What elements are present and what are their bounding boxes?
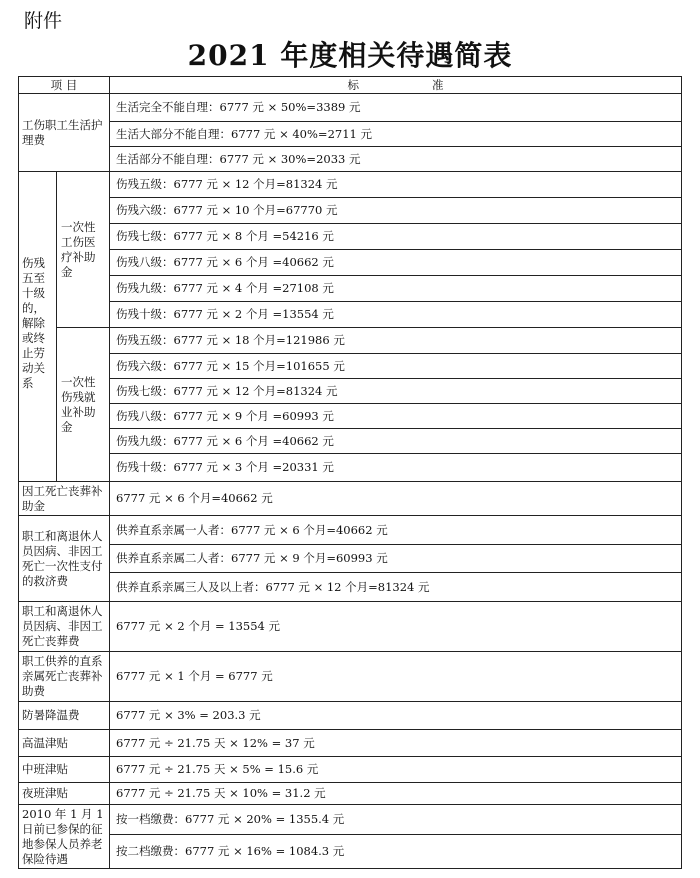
table-row	[19, 516, 682, 545]
table-row	[19, 757, 682, 783]
table-row	[19, 730, 682, 757]
medical-row: 伤残五级：6777 元 × 12 个月=81324 元	[110, 172, 682, 198]
relief-row: 供养直系亲属二人者：6777 元 × 9 个月=60993 元	[110, 545, 682, 573]
table-row	[19, 835, 682, 869]
table-row	[19, 276, 682, 302]
table-row	[19, 482, 682, 516]
table-row	[19, 404, 682, 429]
header-item: 项 目	[19, 77, 110, 94]
employment-row: 伤残八级：6777 元 × 9 个月 =60993 元	[110, 404, 682, 429]
pension-label: 2010 年 1 月 1 日前已参保的征地参保人员养老保险待遇	[19, 805, 110, 869]
heatstroke-label: 防暑降温费	[19, 702, 110, 730]
high-temp-label: 高温津贴	[19, 730, 110, 757]
table-row	[19, 94, 682, 122]
table-row	[19, 172, 682, 198]
medical-row: 伤残八级：6777 元 × 6 个月 =40662 元	[110, 250, 682, 276]
medical-row: 伤残十级：6777 元 × 2 个月 =13554 元	[110, 302, 682, 328]
mid-shift-label: 中班津贴	[19, 757, 110, 783]
non-work-funeral-value: 6777 元 × 2 个月 = 13554 元	[110, 602, 682, 652]
table-row	[19, 702, 682, 730]
pension-row: 按一档缴费：6777 元 × 20% = 1355.4 元	[110, 805, 682, 835]
dependent-funeral-value: 6777 元 × 1 个月 = 6777 元	[110, 652, 682, 702]
medical-row: 伤残六级：6777 元 × 10 个月=67770 元	[110, 198, 682, 224]
attachment-label: 附件	[24, 10, 63, 32]
table-row	[19, 250, 682, 276]
medical-row: 伤残九级：6777 元 × 4 个月 =27108 元	[110, 276, 682, 302]
employment-row: 伤残十级：6777 元 × 3 个月 =20331 元	[110, 454, 682, 482]
table-row	[19, 454, 682, 482]
table-header-row	[19, 77, 682, 94]
table-row	[19, 379, 682, 404]
table-row	[19, 302, 682, 328]
non-work-funeral-label: 职工和离退休人员因病、非因工死亡丧葬费	[19, 602, 110, 652]
table-row	[19, 328, 682, 354]
employment-subsidy-label: 一次性伤残就业补助金	[57, 328, 110, 482]
nursing-row: 生活大部分不能自理：6777 元 × 40%=2711 元	[110, 122, 682, 147]
pension-row: 按二档缴费：6777 元 × 16% = 1084.3 元	[110, 835, 682, 869]
relief-row: 供养直系亲属三人及以上者：6777 元 × 12 个月=81324 元	[110, 573, 682, 602]
relief-row: 供养直系亲属一人者：6777 元 × 6 个月=40662 元	[110, 516, 682, 545]
table-row	[19, 122, 682, 147]
table-row	[19, 602, 682, 652]
funeral-value: 6777 元 × 6 个月=40662 元	[110, 482, 682, 516]
benefits-table	[18, 76, 682, 869]
table-row	[19, 147, 682, 172]
table-row	[19, 198, 682, 224]
table-row	[19, 545, 682, 573]
funeral-label: 因工死亡丧葬补助金	[19, 482, 110, 516]
mid-shift-value: 6777 元 ÷ 21.75 天 × 5% = 15.6 元	[110, 757, 682, 783]
dependent-funeral-label: 职工供养的直系亲属死亡丧葬补助费	[19, 652, 110, 702]
header-standard: 标 准	[110, 77, 682, 94]
medical-subsidy-label: 一次性工伤医疗补助金	[57, 172, 110, 328]
employment-row: 伤残五级：6777 元 × 18 个月=121986 元	[110, 328, 682, 354]
table-row	[19, 783, 682, 805]
heatstroke-value: 6777 元 × 3% = 203.3 元	[110, 702, 682, 730]
disability-label: 伤残五至十级的，解除或终止劳动关系	[19, 172, 57, 482]
table-row	[19, 805, 682, 835]
table-row	[19, 573, 682, 602]
table-row	[19, 354, 682, 379]
employment-row: 伤残七级：6777 元 × 12 个月=81324 元	[110, 379, 682, 404]
table-row	[19, 224, 682, 250]
employment-row: 伤残六级：6777 元 × 15 个月=101655 元	[110, 354, 682, 379]
nursing-row: 生活部分不能自理：6777 元 × 30%=2033 元	[110, 147, 682, 172]
medical-row: 伤残七级：6777 元 × 8 个月 =54216 元	[110, 224, 682, 250]
high-temp-value: 6777 元 ÷ 21.75 天 × 12% = 37 元	[110, 730, 682, 757]
nursing-row: 生活完全不能自理：6777 元 × 50%=3389 元	[110, 94, 682, 122]
night-shift-label: 夜班津贴	[19, 783, 110, 805]
employment-row: 伤残九级：6777 元 × 6 个月 =40662 元	[110, 429, 682, 454]
table-row	[19, 652, 682, 702]
relief-label: 职工和离退休人员因病、非因工死亡一次性支付的救济费	[19, 516, 110, 602]
page-title: 2021 年度相关待遇简表	[187, 39, 513, 72]
night-shift-value: 6777 元 ÷ 21.75 天 × 10% = 31.2 元	[110, 783, 682, 805]
nursing-label: 工伤职工生活护理费	[19, 94, 110, 172]
table-row	[19, 429, 682, 454]
